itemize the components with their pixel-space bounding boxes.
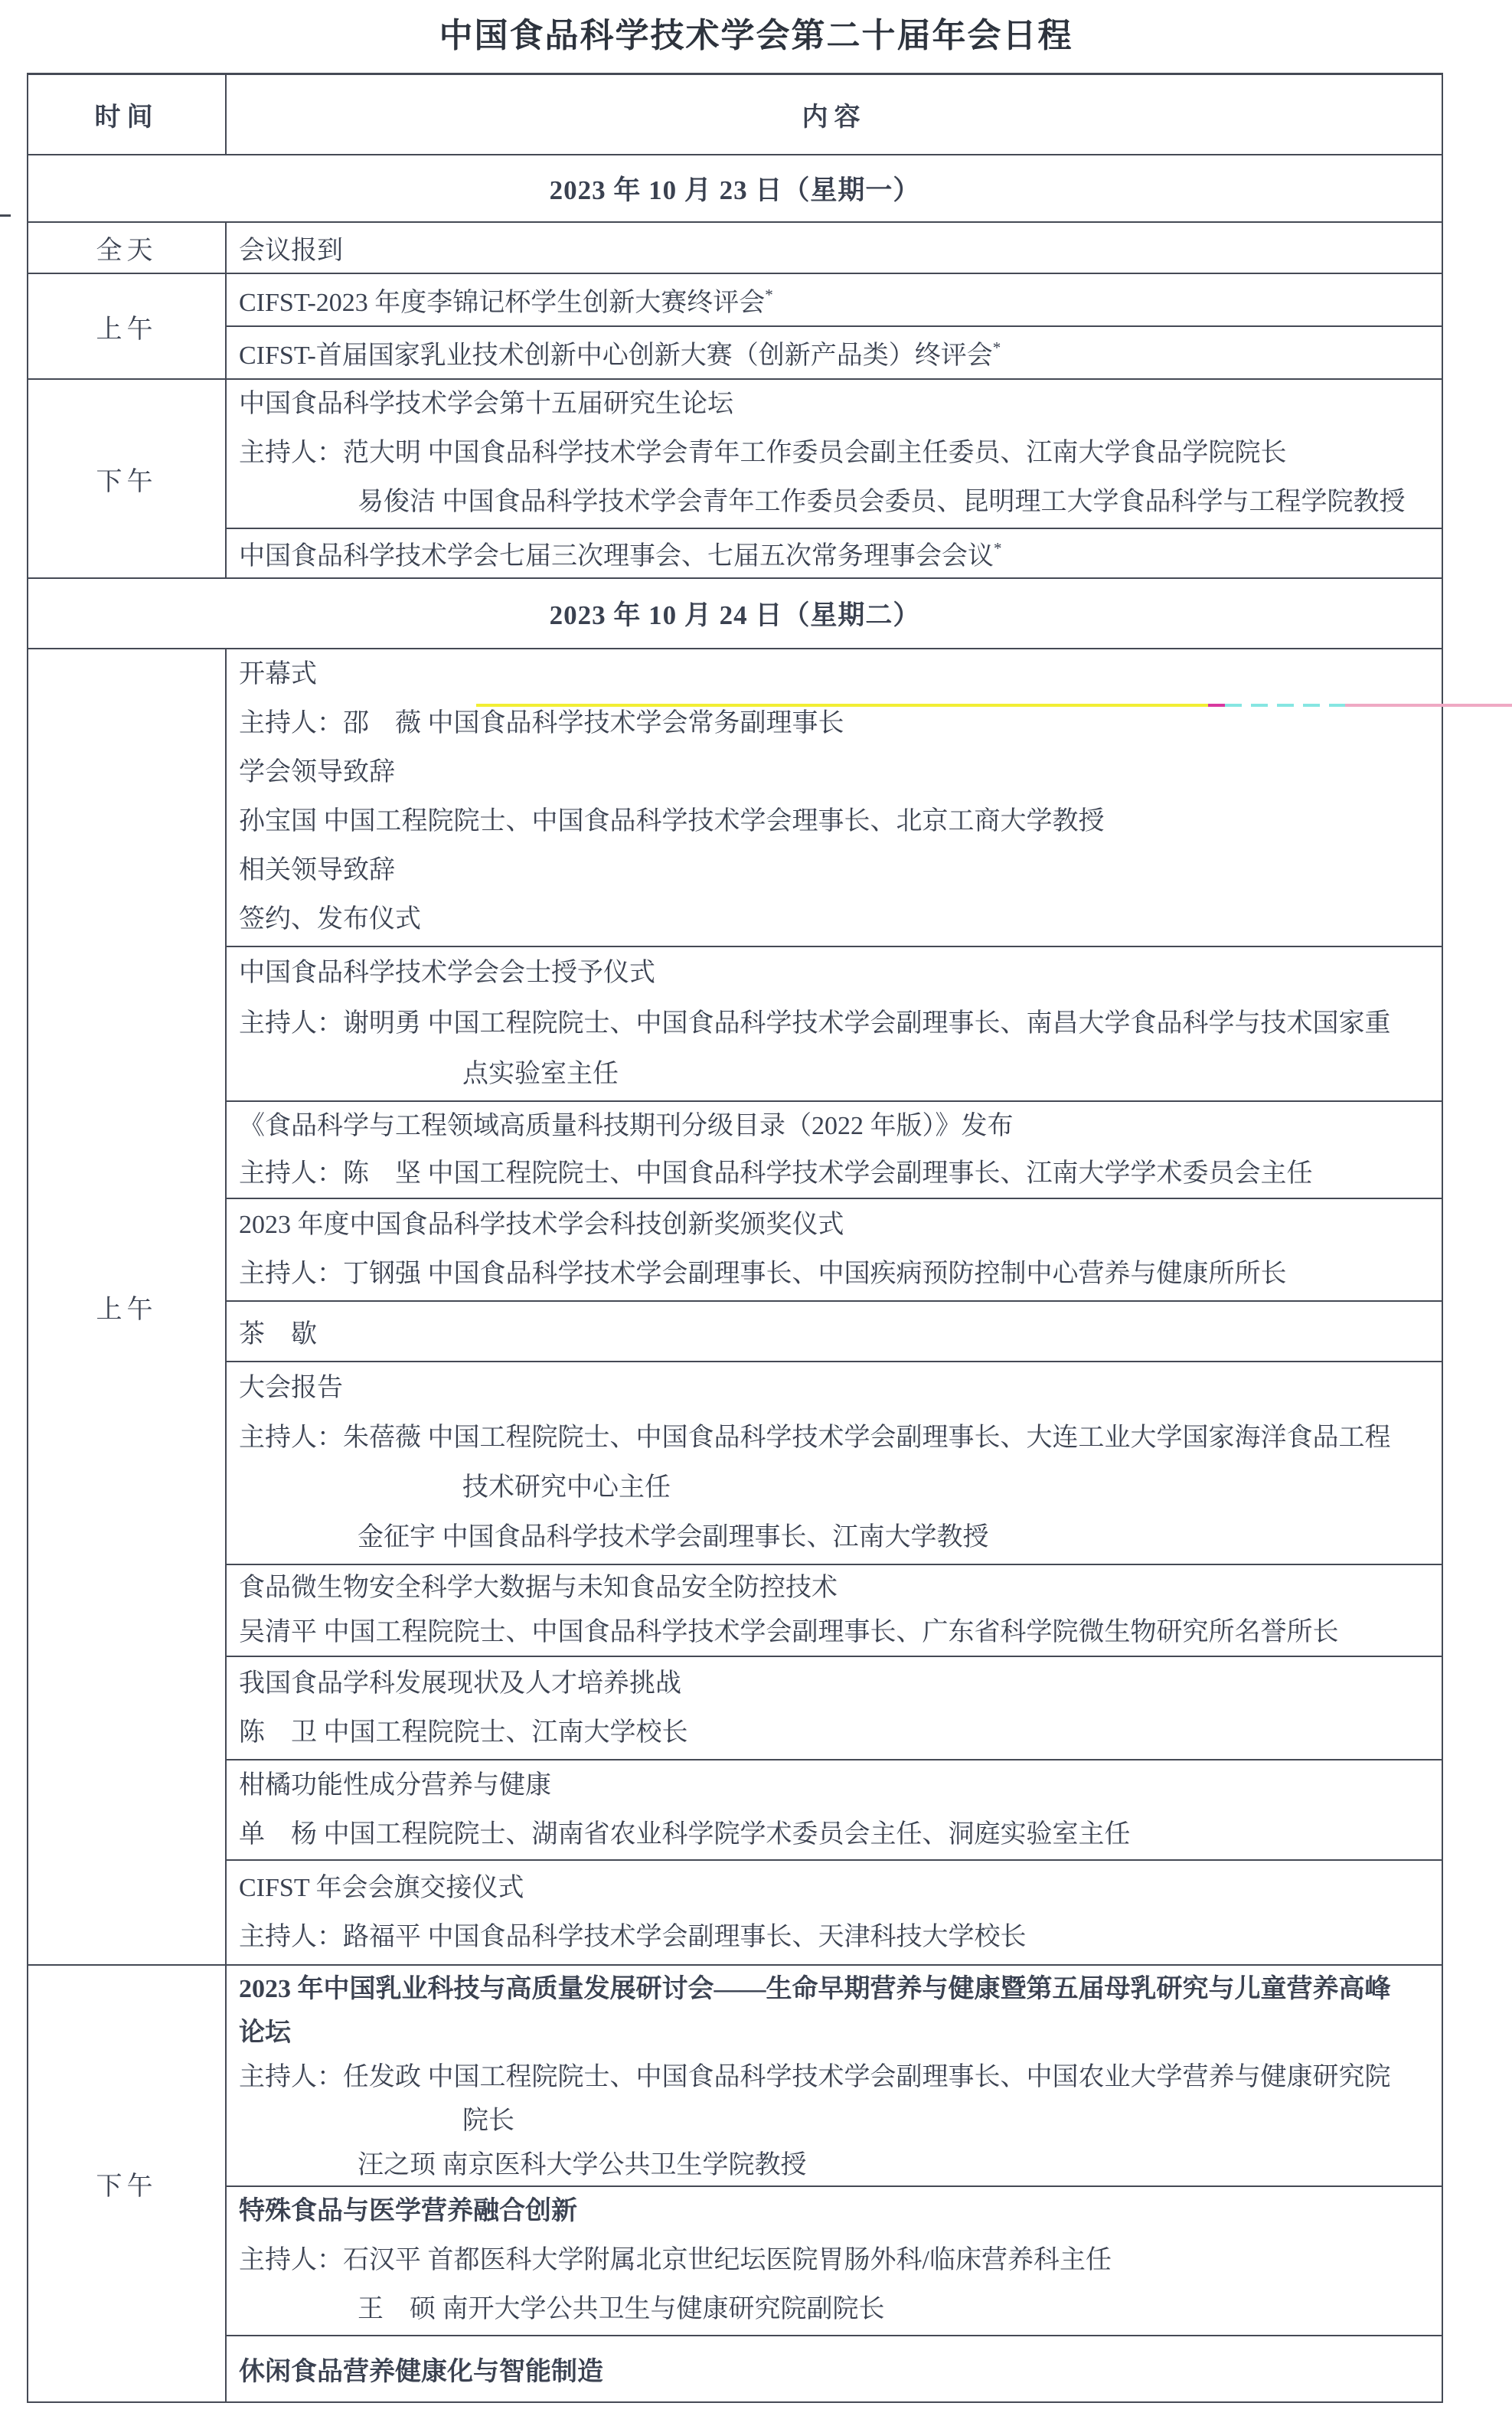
group-oct24-afternoon [28,1964,1442,2401]
scan-artifact-pink-segment [1345,704,1512,707]
row-opening-ceremony [227,649,1442,946]
snack-food-title: 休闲食品营养健康化与智能制造 [239,2357,603,2386]
citrus-title: 柑橘功能性成分营养与健康 [239,1770,551,1800]
dairy-host1-cont: 院长 [462,2107,514,2136]
special-food-host1: 主持人：石汉平 首都医科大学附属北京世纪坛医院胃肠外科/临床营养科主任 [239,2246,1112,2275]
schedule-table [27,73,1443,2403]
dairy-host1: 主持人：任发政 中国工程院院士、中国食品科学技术学会副理事长、中国农业大学营养与健康研究院 [239,2062,1391,2091]
special-food-title: 特殊食品与医学营养融合创新 [239,2197,577,2226]
header-time-cell: 时间 [28,75,227,154]
scan-artifact-line [476,702,1512,708]
fellow-host: 主持人：谢明勇 中国工程院院士、中国食品科学技术学会副理事长、南昌大学食品科学与技术国家重 [239,1009,1391,1038]
discipline-speaker: 陈 卫 中国工程院院士、江南大学校长 [239,1718,688,1747]
tea-break-text: 茶 歇 [239,1319,317,1349]
row-dairy-forum [227,1966,1442,2185]
row-council-meeting-text: 中国食品科学技术学会七届三次理事会、七届五次常务理事会会议* [239,538,1002,570]
citrus-speaker: 单 杨 中国工程院院士、湖南省农业科学院学术委员会主任、洞庭实验室主任 [239,1819,1131,1849]
scan-artifact-yellow-segment [476,704,1208,707]
footnote-star: * [765,286,773,304]
scan-artifact-cyan-dashes [1225,704,1345,707]
row-innovation-award [227,1198,1442,1300]
dairy-title-line2: 论坛 [239,2019,291,2048]
fellow-host-cont: 点实验室主任 [462,1059,619,1088]
row-citrus-nutrition [227,1759,1442,1859]
fellow-title: 中国食品科学技术学会会士授予仪式 [239,958,655,987]
group-oct24-morning [28,648,1442,1964]
date-header-oct23: 2023 年 10 月 23 日（星期一） [28,154,1442,221]
flag-host: 主持人：路福平 中国食品科学技术学会副理事长、天津科技大学校长 [239,1922,1027,1951]
date-header-oct24: 2023 年 10 月 24 日（星期二） [28,577,1442,648]
row-cifst-dairy-contest-text: CIFST-首届国家乳业技术创新中心创新大赛（创新产品类）终评会* [239,338,1001,370]
opening-speaker-sunbaoguo: 孙宝国 中国工程院院士、中国食品科学技术学会理事长、北京工商大学教授 [239,807,1105,836]
footnote-star: * [992,338,1001,357]
dairy-title-line1: 2023 年中国乳业科技与高质量发展研讨会——生命早期营养与健康暨第五届母乳研究与儿童营养高峰 [239,1974,1391,2003]
page-edge-mark [0,214,11,217]
row-council-meeting [227,528,1442,578]
opening-leaders-speech: 相关领导致辞 [239,856,395,885]
time-label-afternoon-oct24: 下午 [28,1966,227,2401]
row-registration-text: 会议报到 [239,237,343,265]
award-title: 2023 年度中国食品科学技术学会科技创新奖颁奖仪式 [239,1211,844,1240]
row-fellow-ceremony [227,946,1442,1101]
time-label-morning-oct24: 上午 [28,649,227,1964]
plenary-host2: 金征宇 中国食品科学技术学会副理事长、江南大学教授 [358,1523,989,1552]
opening-host: 主持人：邵 薇 中国食品科学技术学会常务副理事长 [239,709,844,738]
plenary-host1-cont: 技术研究中心主任 [462,1473,671,1502]
flag-title: CIFST 年会会旗交接仪式 [239,1873,524,1902]
opening-signing-ceremony: 签约、发布仪式 [239,905,421,934]
footnote-star: * [994,538,1002,557]
time-label-fullday: 全天 [28,223,227,273]
row-discipline-development [227,1656,1442,1759]
journal-host: 主持人：陈 坚 中国工程院院士、中国食品科学技术学会副理事长、江南大学学术委员会主任 [239,1159,1313,1188]
microbial-title: 食品微生物安全科学大数据与未知食品安全防控技术 [239,1574,838,1603]
time-label-morning-oct23: 上午 [28,274,227,378]
row-cifst-student-contest-text: CIFST-2023 年度李锦记杯学生创新大赛终评会* [239,286,773,317]
row-cifst-dairy-contest [227,325,1442,378]
group-oct23-morning [28,273,1442,378]
special-food-host2: 王 硕 南开大学公共卫生与健康研究院副院长 [358,2295,885,2324]
row-microbial-safety [227,1564,1442,1656]
header-content-cell: 内容 [802,103,867,132]
dairy-host2: 汪之顼 南京医科大学公共卫生学院教授 [358,2150,807,2179]
plenary-title: 大会报告 [239,1374,343,1403]
row-plenary-report [227,1361,1442,1564]
group-oct23-afternoon [28,378,1442,577]
group-oct23-fullday [28,221,1442,273]
scan-artifact-magenta-segment [1208,704,1225,707]
award-host: 主持人：丁钢强 中国食品科学技术学会副理事长、中国疾病预防控制中心营养与健康所所长 [239,1260,1287,1289]
graduate-forum-host1: 主持人：范大明 中国食品科学技术学会青年工作委员会副主任委员、江南大学食品学院院长 [239,439,1287,468]
time-label-afternoon-oct23: 下午 [28,380,227,577]
row-flag-handover [227,1859,1442,1964]
table-header-row [28,75,1442,154]
row-journal-release [227,1100,1442,1198]
plenary-host1: 主持人：朱蓓薇 中国工程院院士、中国食品科学技术学会副理事长、大连工业大学国家海洋食品工程 [239,1424,1391,1453]
row-cifst-student-contest [227,274,1442,325]
page-title: 中国食品科学技术学会第二十届年会日程 [439,17,1073,54]
row-registration [227,223,1442,273]
row-graduate-forum [227,380,1442,528]
graduate-forum-title: 中国食品科学技术学会第十五届研究生论坛 [239,390,733,419]
discipline-title: 我国食品学科发展现状及人才培养挑战 [239,1669,681,1698]
row-snack-food [227,2335,1442,2401]
row-special-food [227,2185,1442,2335]
microbial-speaker: 吴清平 中国工程院院士、中国食品科学技术学会副理事长、广东省科学院微生物研究所名誉所长 [239,1618,1339,1647]
graduate-forum-host2: 易俊洁 中国食品科学技术学会青年工作委员会委员、昆明理工大学食品科学与工程学院教授 [358,488,1406,517]
journal-title: 《食品科学与工程领域高质量科技期刊分级目录（2022 年版）》发布 [239,1111,1014,1140]
opening-society-speech: 学会领导致辞 [239,758,395,787]
opening-title: 开幕式 [239,660,317,689]
row-tea-break [227,1300,1442,1361]
